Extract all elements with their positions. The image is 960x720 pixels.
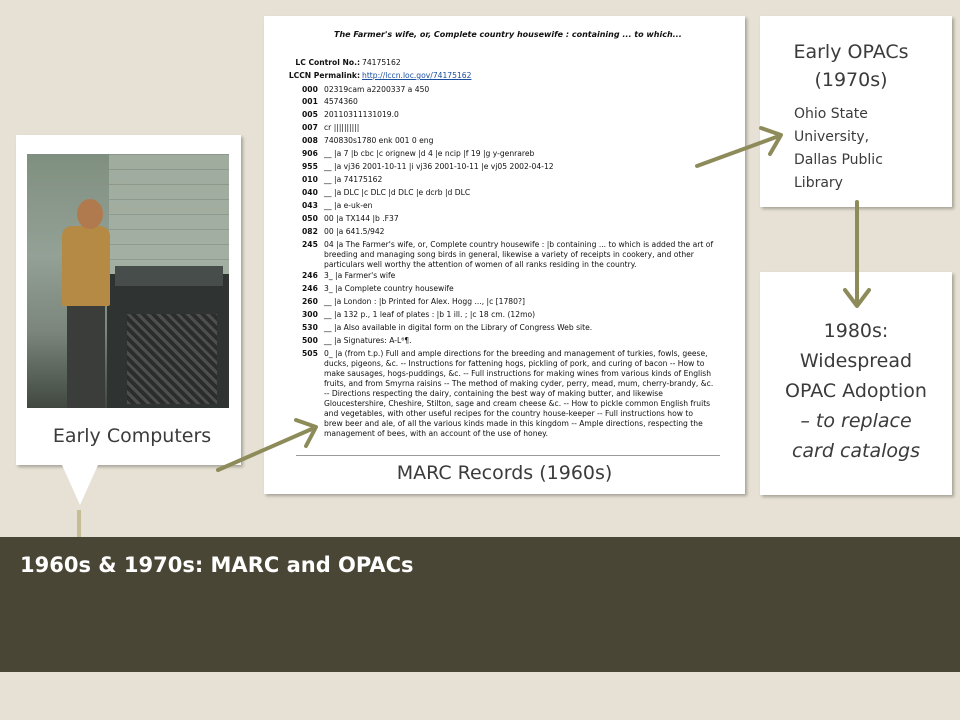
arrow-computers-to-marc — [218, 428, 314, 470]
marc-field-tag: 906 — [302, 149, 318, 158]
marc-field-tag: 505 — [302, 349, 318, 358]
adoption-line: OPAC Adoption — [785, 380, 927, 402]
marc-record-title: The Farmer's wife, or, Complete country housewife : containing ... to which... — [334, 30, 682, 39]
marc-field-tag: 050 — [302, 214, 318, 223]
marc-field-value: 00 |a 641.5/942 — [324, 227, 385, 236]
marc-field-value: 740830s1780 enk 001 0 eng — [324, 136, 434, 145]
marc-field-value: __ |a Signatures: A-L⁶¶. — [324, 336, 412, 345]
marc-field-value: 0_ |a (from t.p.) Full and ample directions for the breeding and management of turkies, fowls, geese, ducks, pigeons, &c. -- Instructions for fattening hogs, pickling of pork, and curing of bacon -- How to make sausages, hogs-puddings, &c. -- Full instructions for making wines from various kinds of English fruits, and from Smyrna raisins -- The method of making cyder, perry, mead, mum, cherry-brandy, &c. -- Directions respecting the dairy, containing the best way of making butter, and likewise Gloucestershire, Cheshire, Stilton, sage and cream cheese &c. -- How to pickle common English fruits and vegetables, with other useful recipes for the country house-keeper -- Full instructions how to brew beer and ale, of all the various kinds made in this kingdom -- Ample directions, respecting the management of bees, with an account of the use of honey. — [324, 349, 714, 438]
marc-field-tag: 530 — [302, 323, 318, 332]
marc-records-caption: MARC Records (1960s) — [396, 462, 613, 484]
institution-line: Ohio State — [794, 106, 868, 122]
marc-field-value: __ |a e-uk-en — [324, 201, 373, 210]
marc-field-value: 3_ |a Complete country housewife — [324, 284, 454, 293]
early-computers-caption: Early Computers — [52, 425, 212, 447]
marc-field-tag: 040 — [302, 188, 318, 197]
marc-field-value: __ |a Also available in digital form on the Library of Congress Web site. — [324, 323, 593, 332]
marc-field-tag: 260 — [302, 297, 318, 306]
marc-field-tag: 010 — [302, 175, 318, 184]
lccn-permalink-link[interactable]: http://lccn.loc.gov/74175162 — [362, 71, 472, 80]
marc-field-tag: 082 — [302, 227, 318, 236]
marc-header-value: 74175162 — [362, 58, 401, 67]
marc-field-tag: 246 — [302, 284, 318, 293]
marc-field-tag: 955 — [302, 162, 318, 171]
marc-field-tag: 300 — [302, 310, 318, 319]
marc-header-label: LC Control No.: — [295, 58, 360, 67]
marc-field-value: 3_ |a Farmer's wife — [324, 271, 396, 280]
institution-line: Library — [794, 175, 843, 191]
marc-field-tag: 007 — [302, 123, 318, 132]
marc-field-value: __ |a 7 |b cbc |c orignew |d 4 |e ncip |f 19 |g y-genrareb — [324, 149, 535, 158]
marc-field-value: __ |a DLC |c DLC |d DLC |e dcrb |d DLC — [324, 188, 471, 197]
marc-field-tag: 245 — [302, 240, 318, 249]
title-band — [0, 537, 960, 672]
marc-field-value: 04 |a The Farmer's wife, or, Complete country housewife : |b containing ... to which is added the art of breeding and managing song birds in general, likewise a variety of receipts in cookery, and other particulars well worthy the attention of women of all ranks residing in the country. — [324, 240, 714, 269]
marc-field-value: 02319cam a2200337 a 450 — [324, 85, 430, 94]
marc-header-label: LCCN Permalink: — [288, 71, 360, 80]
marc-field-value: __ |a 132 p., 1 leaf of plates : |b 1 ill. ; |c 18 cm. (12mo) — [324, 310, 536, 319]
marc-field-tag: 001 — [302, 97, 318, 106]
marc-field-tag: 008 — [302, 136, 318, 145]
marc-field-value: __ |a vj36 2001-10-11 |i vj36 2001-10-11 |e vj05 2002-04-12 — [324, 162, 554, 171]
marc-field-value: 00 |a TX144 |b .F37 — [324, 214, 399, 223]
adoption-line: – to replace — [800, 410, 912, 432]
marc-field-tag: 246 — [302, 271, 318, 280]
institution-line: University, — [794, 129, 870, 145]
institution-line: Dallas Public — [794, 152, 883, 168]
early-opacs-title-line: (1970s) — [814, 69, 888, 91]
marc-field-value: __ |a 74175162 — [324, 175, 383, 184]
marc-field-tag: 043 — [302, 201, 318, 210]
marc-field-tag: 005 — [302, 110, 318, 119]
slide-headline: 1960s & 1970s: MARC and OPACs — [20, 553, 414, 577]
marc-field-value: 20110311131019.0 — [324, 110, 399, 119]
marc-field-value: __ |a London : |b Printed for Alex. Hogg ..., |c [1780?] — [324, 297, 525, 306]
adoption-line: 1980s: — [823, 320, 889, 342]
marc-field-tag: 000 — [302, 85, 318, 94]
adoption-line: Widespread — [799, 350, 913, 372]
marc-field-value: 4574360 — [324, 97, 358, 106]
adoption-line: card catalogs — [791, 440, 921, 462]
marc-field-value: cr |||||||||| — [324, 123, 360, 132]
early-opacs-title-line: Early OPACs — [793, 41, 909, 63]
marc-field-tag: 500 — [302, 336, 318, 345]
arrow-marc-to-opac — [697, 136, 779, 166]
